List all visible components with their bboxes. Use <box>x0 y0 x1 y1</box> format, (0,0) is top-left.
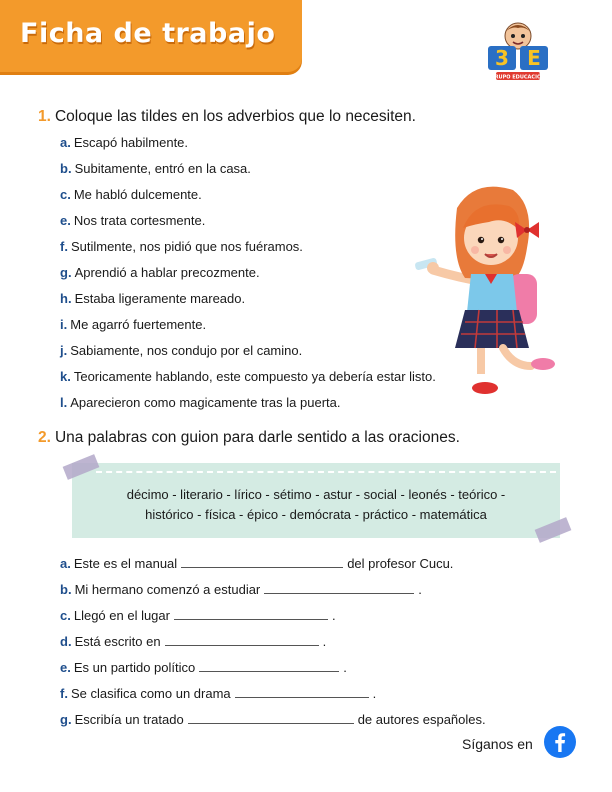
q2-item-a: a. Este es el manual del profesor Cucu. <box>60 556 454 571</box>
publisher-logo <box>480 18 556 84</box>
answer-blank[interactable] <box>264 581 414 594</box>
q1-item-c: c. Me habló dulcemente. <box>60 187 202 202</box>
q2-item-c: c. Llegó en el lugar . <box>60 608 336 623</box>
q1-item-h: h. Estaba ligeramente mareado. <box>60 291 246 306</box>
q2-item-f: f. Se clasifica como un drama . <box>60 686 377 701</box>
q2-item-b: b. Mi hermano comenzó a estudiar . <box>60 582 422 597</box>
answer-blank[interactable] <box>188 711 354 724</box>
facebook-icon[interactable] <box>544 726 576 758</box>
word-bank-box <box>72 463 560 538</box>
svg-text:GRUPO EDUCACIÓN: GRUPO EDUCACIÓN <box>490 74 546 81</box>
q1-item-f: f. Sutilmente, nos pidió que nos fuéramos. <box>60 239 303 254</box>
answer-blank[interactable] <box>181 555 343 568</box>
word-bank-line-1: décimo - literario - lírico - sétimo - astur - social - leonés - teórico - <box>126 487 506 502</box>
question-2-title: 2. Una palabras con guion para darle sentido a las oraciones. <box>38 429 460 446</box>
q1-item-j: j. Sabiamente, nos condujo por el camino. <box>60 343 303 358</box>
q1-item-i: i. Me agarró fuertemente. <box>60 317 207 332</box>
header-banner <box>0 0 302 72</box>
word-bank-line-2: histórico - física - épico - demócrata - práctico - matemática <box>145 507 487 522</box>
q2-item-e: e. Es un partido político . <box>60 660 347 675</box>
page-title: Ficha de trabajo <box>20 18 276 49</box>
question-1-title: 1. Coloque las tildes en los adverbios que lo necesiten. <box>38 108 416 125</box>
question-2-number: 2. <box>38 429 51 446</box>
q2-item-g: g. Escribía un tratado de autores españoles. <box>60 712 486 727</box>
q2-item-d: d. Está escrito en . <box>60 634 327 649</box>
word-bank <box>82 485 550 525</box>
q1-item-a: a. Escapó habilmente. <box>60 135 189 150</box>
answer-blank[interactable] <box>165 633 319 646</box>
q1-item-g: g. Aprendió a hablar precozmente. <box>60 265 260 280</box>
answer-blank[interactable] <box>235 685 369 698</box>
q1-item-e: e. Nos trata cortesmente. <box>60 213 206 228</box>
q1-item-l: l. Aparecieron como magicamente tras la puerta. <box>60 395 341 410</box>
answer-blank[interactable] <box>199 659 339 672</box>
q1-item-k: k. Teoricamente hablando, este compuesto ya debería estar listo. <box>60 369 436 384</box>
svg-text:3: 3 <box>495 46 509 70</box>
svg-text:E: E <box>527 46 541 70</box>
girl-illustration <box>405 178 585 408</box>
follow-us-text: Síganos en <box>462 736 533 752</box>
dashed-divider <box>96 471 556 473</box>
question-1-number: 1. <box>38 108 51 125</box>
q1-item-b: b. Subitamente, entró en la casa. <box>60 161 251 176</box>
answer-blank[interactable] <box>174 607 328 620</box>
